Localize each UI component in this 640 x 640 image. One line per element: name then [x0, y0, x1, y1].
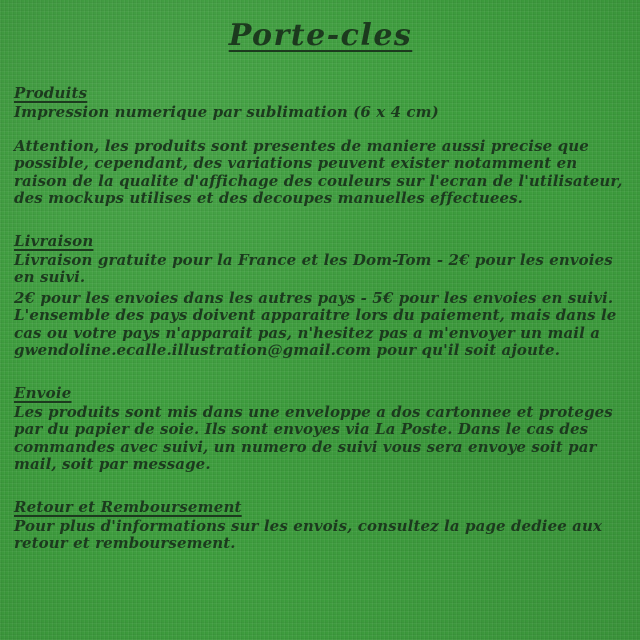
produits-disclaimer: Attention, les produits sont presentes de maniere aussi precise que possible, cependant, des variations peuvent exister notamment en raison de la qualite d'affichage des couleurs sur l'ecran de l'utilisateur, des mockups utilises et des decoupes manuelles effectuees.: [14, 136, 623, 207]
retour-info: Pour plus d'informations sur les envois, consultez la page dediee aux retour et remboursement.: [14, 516, 603, 552]
envoie-packaging-info: Les produits sont mis dans une enveloppe a dos cartonnee et proteges par du papier de soie. Ils sont envoyes via La Poste. Dans le cas des commandes avec suivi, un numero de suivi vous sera envoye soit par mail, soit par message.: [14, 402, 613, 473]
section-heading-produits: Produits: [14, 84, 88, 102]
section-livraison: [14, 232, 627, 360]
section-envoie: [14, 384, 627, 474]
page-title: Porte-cles: [228, 18, 413, 53]
section-heading-retour-remboursement: Retour et Remboursement: [14, 497, 242, 516]
produits-print-info: Impression numerique par sublimation (6 x 4 cm): [14, 103, 439, 121]
section-heading-livraison: Livraison: [14, 231, 94, 250]
livraison-france-info: Livraison gratuite pour la France et les Dom-Tom - 2€ pour les envoies en suivi.: [14, 250, 613, 286]
section-heading-envoie: Envoie: [14, 383, 72, 402]
livraison-international-info: 2€ pour les envoies dans les autres pays - 5€ pour les envoies en suivi. L'ensemble des pays doivent apparaitre lors du paiement, mais dans le cas ou votre pays n'apparait pas, n'hesitez pas a m'envoyer un mail a gwendoline.ecalle.illustration@gmail.com pour qu'il soit ajoute.: [14, 288, 617, 359]
section-produits: [14, 84, 627, 208]
section-retour-remboursement: [14, 498, 627, 553]
